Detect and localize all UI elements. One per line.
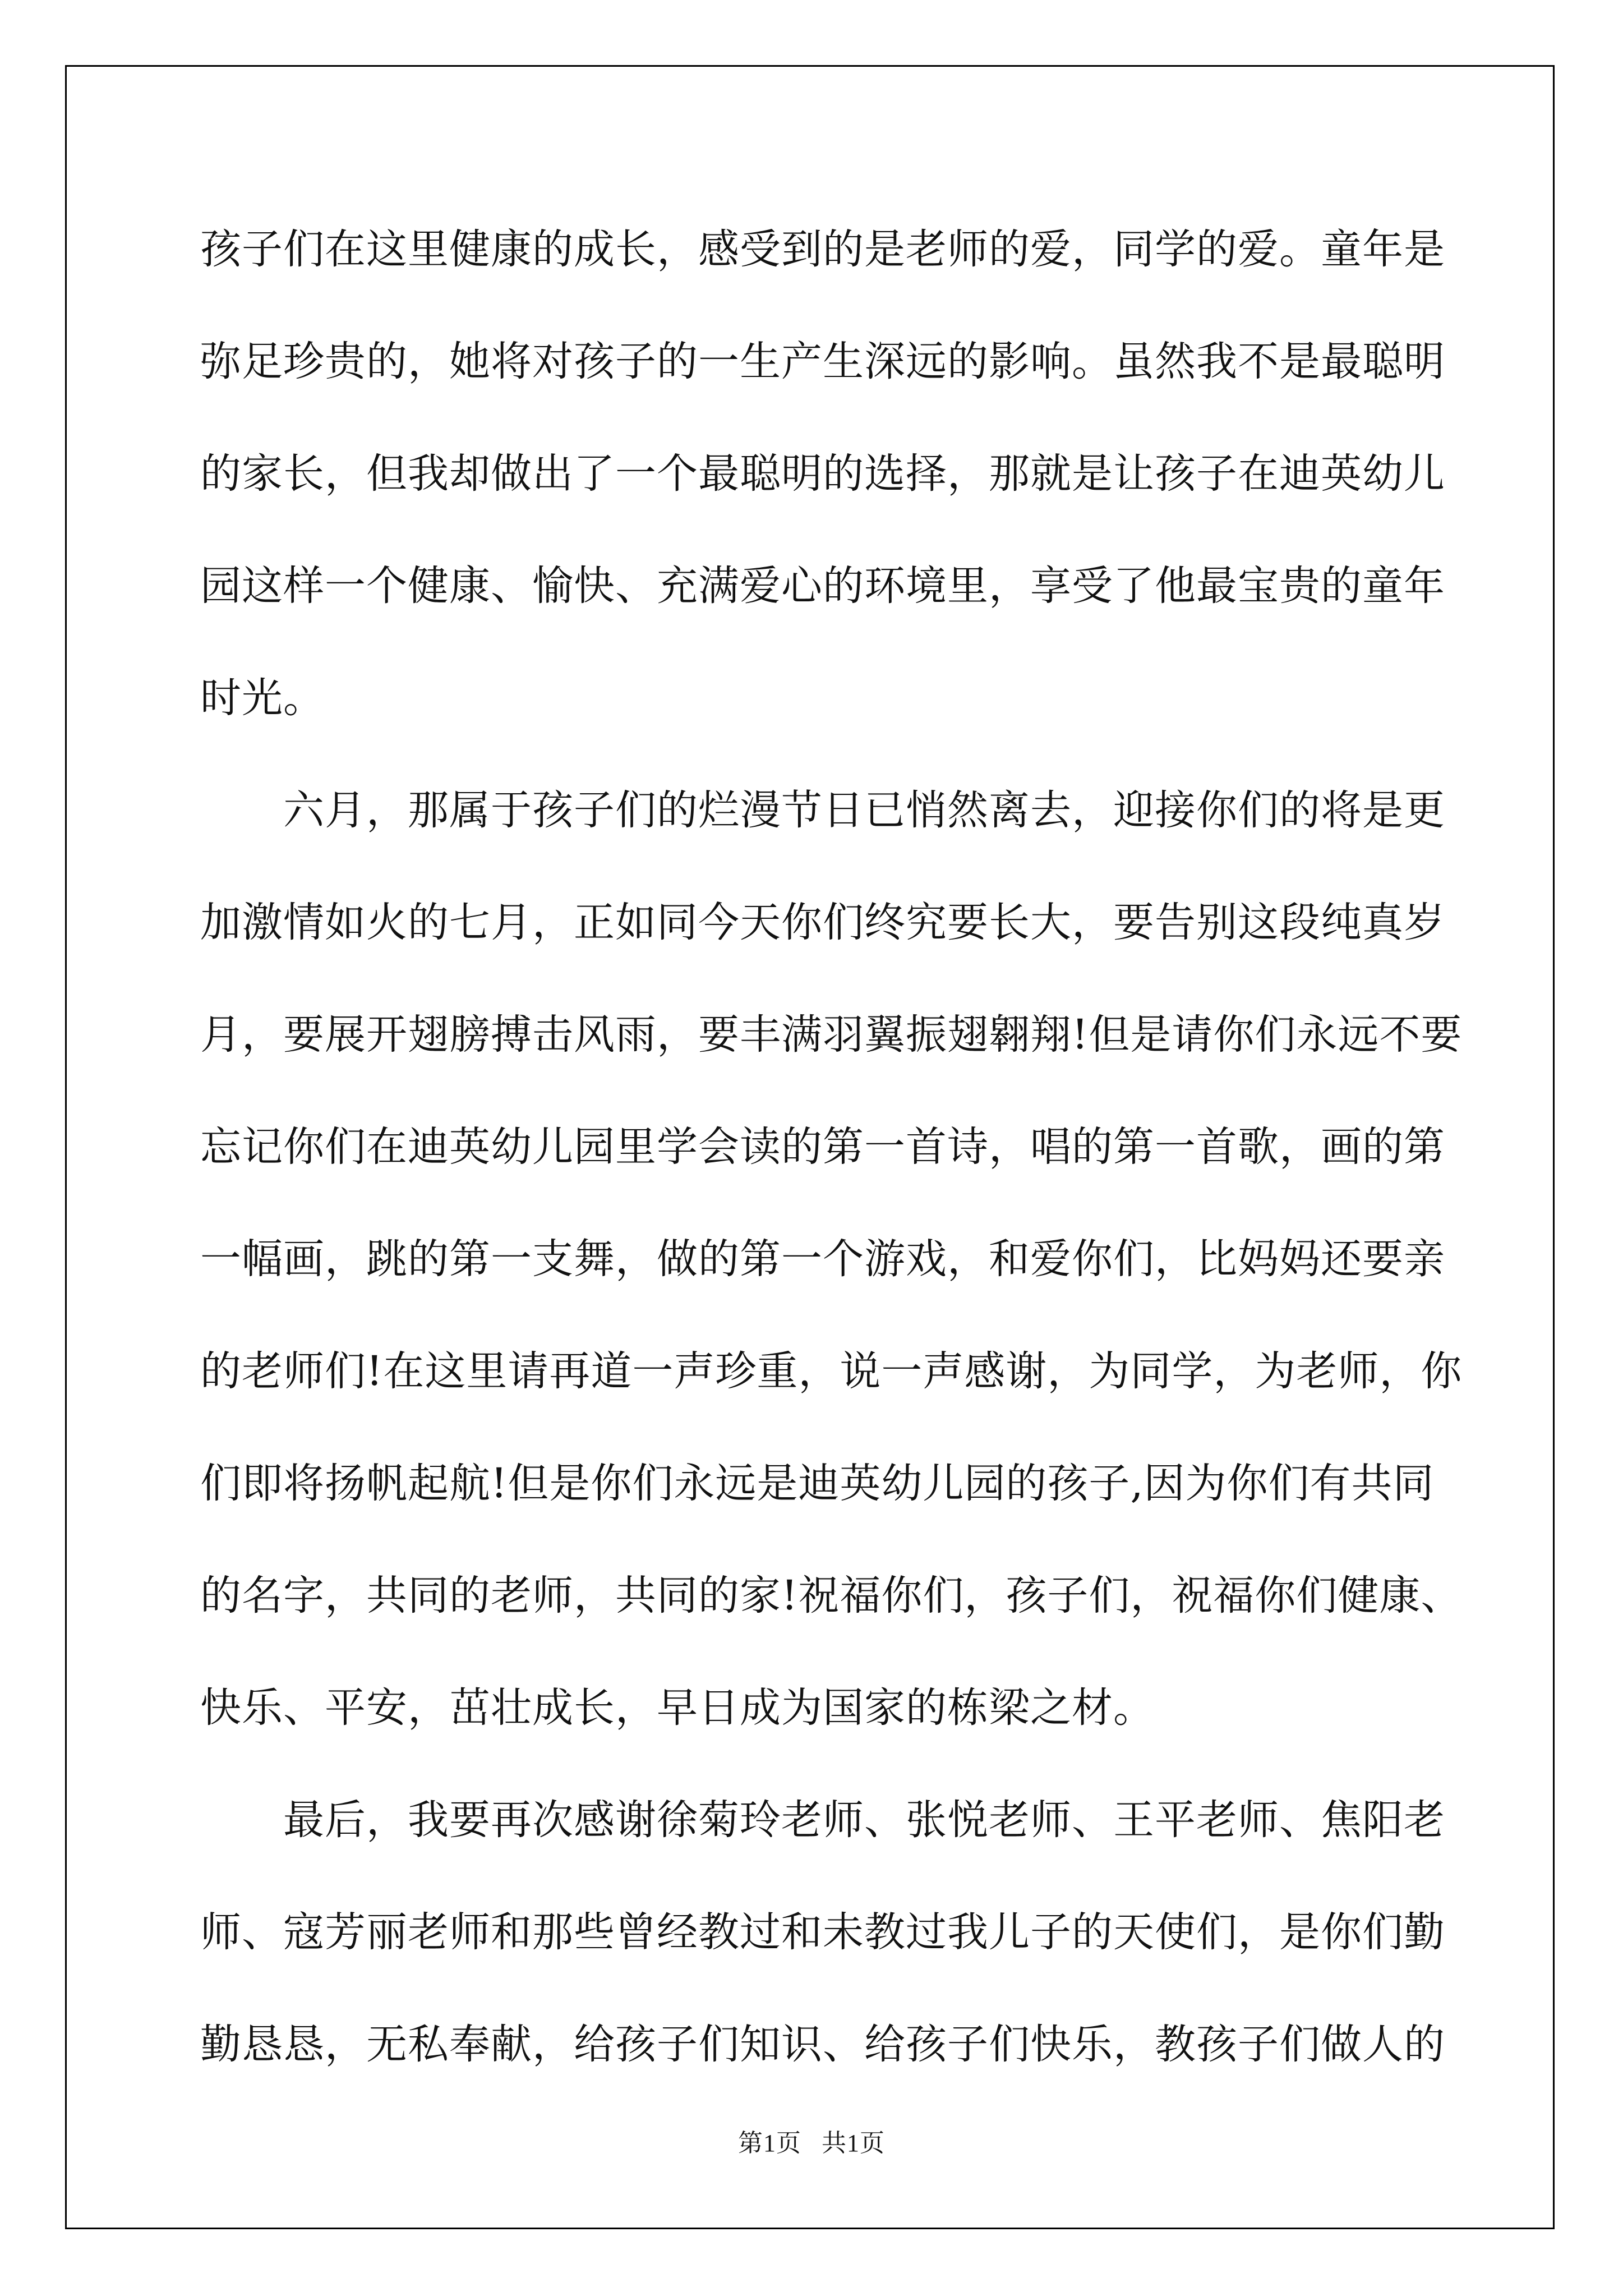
text-line: 的名字，共同的老师，共同的家!祝福你们，孩子们，祝福你们健康、 xyxy=(200,1572,1463,1619)
text-line: 园这样一个健康、愉快、充满爱心的环境里，享受了他最宝贵的童年 xyxy=(200,562,1445,610)
text-line: 的老师们!在这里请再道一声珍重，说一声感谢，为同学，为老师，你 xyxy=(200,1347,1463,1395)
text-line: 忘记你们在迪英幼儿园里学会读的第一首诗，唱的第一首歌，画的第 xyxy=(200,1123,1445,1171)
page-footer xyxy=(0,2123,1623,2159)
text-line: 一幅画，跳的第一支舞，做的第一个游戏，和爱你们，比妈妈还要亲 xyxy=(200,1235,1445,1283)
page-number: 第1页 xyxy=(738,2129,801,2157)
text-line: 们即将扬帆起航!但是你们永远是迪英幼儿园的孩子,因为你们有共同 xyxy=(200,1460,1435,1507)
text-line: 弥足珍贵的，她将对孩子的一生产生深远的影响。虽然我不是最聪明 xyxy=(200,338,1445,385)
text-line: 加激情如火的七月，正如同今天你们终究要长大，要告别这段纯真岁 xyxy=(200,899,1445,946)
document-body xyxy=(200,194,1496,2101)
text-line: 孩子们在这里健康的成长，感受到的是老师的爱，同学的爱。童年是 xyxy=(200,226,1445,273)
text-line: 最后，我要再次感谢徐菊玲老师、张悦老师、王平老师、焦阳老 xyxy=(200,1796,1445,1844)
text-line: 师、寇芳丽老师和那些曾经教过和未教过我儿子的天使们，是你们勤 xyxy=(200,1908,1445,1956)
text-line: 月，要展开翅膀搏击风雨，要丰满羽翼振翅翱翔!但是请你们永远不要 xyxy=(200,1011,1463,1059)
text-line: 时光。 xyxy=(200,674,325,722)
text-line: 的家长，但我却做出了一个最聪明的选择，那就是让孩子在迪英幼儿 xyxy=(200,450,1445,498)
page-total: 共1页 xyxy=(822,2129,885,2157)
text-line: 勤恳恳，无私奉献，给孩子们知识、给孩子们快乐，教孩子们做人的 xyxy=(200,2021,1445,2068)
text-line: 快乐、平安，茁壮成长，早日成为国家的栋梁之材。 xyxy=(200,1684,1155,1732)
text-line: 六月，那属于孩子们的烂漫节日已悄然离去，迎接你们的将是更 xyxy=(200,786,1445,834)
